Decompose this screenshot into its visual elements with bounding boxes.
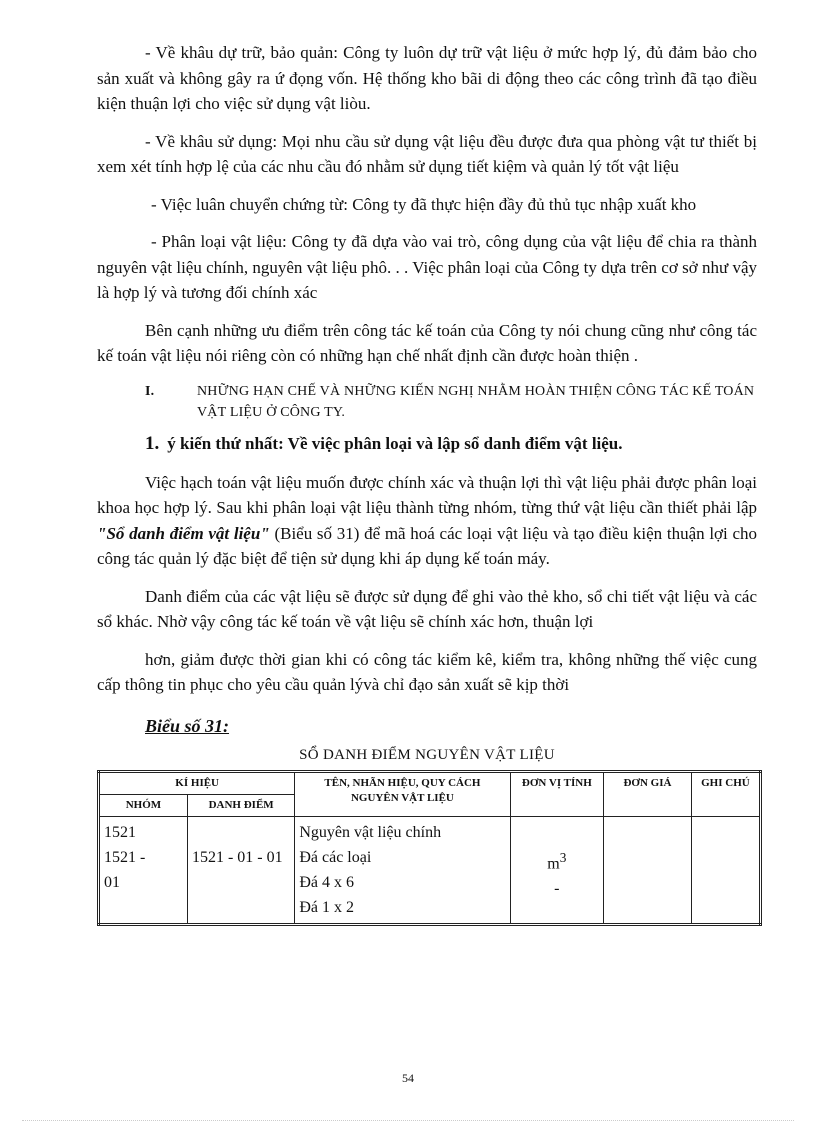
header-ghi-chu: GHI CHÚ	[691, 771, 760, 816]
header-don-vi: ĐƠN VỊ TÍNH	[510, 771, 604, 816]
unit-dash: -	[554, 879, 560, 897]
section-title: NHỮNG HẠN CHẾ VÀ NHỮNG KIẾN NGHỊ NHẰM HOÀN THIỆN CÔNG TÁC KẾ TOÁN VẬT LIỆU Ở CÔNG TY.	[197, 383, 755, 420]
cell-line: Đá các loại	[299, 848, 372, 866]
cell-danh-diem: 1521 - 01 - 01	[187, 816, 294, 924]
bieu-label: Biểu số 31:	[145, 715, 230, 736]
page-bottom-divider	[22, 1120, 794, 1121]
cell-line: Đá 4 x 6	[299, 873, 354, 891]
table-header-row	[99, 771, 761, 794]
section-number: I.	[145, 383, 155, 399]
cell-line: Nguyên vật liệu chính	[299, 823, 442, 841]
header-nhom: NHÓM	[99, 794, 188, 816]
emphasis-so-danh-diem: "Sổ danh điểm vật liệu"	[97, 523, 270, 543]
paragraph-luan-chuyen: - Việc luân chuyển chứng từ: Công ty đã thực hiện đầy đủ thủ tục nhập xuất kho	[151, 194, 697, 214]
header-ten: TÊN, NHÃN HIỆU, QUY CÁCH NGUYÊN VẬT LIỆU	[295, 771, 510, 816]
subsection-title: ý kiến thứ nhất: Về việc phân loại và lập sổ danh điểm vật liệu.	[167, 433, 623, 453]
paragraph-hach-toan	[97, 470, 757, 572]
document-page	[97, 40, 757, 926]
paragraph-giam-thoi-gian: hơn, giảm được thời gian khi có công tác kiểm kê, kiểm tra, không những thế việc cung cấp thông tin phục cho yêu cầu quản lývà chỉ đạo sản xuất sẽ kịp thời	[97, 649, 757, 694]
header-don-gia: ĐƠN GIÁ	[604, 771, 692, 816]
paragraph-ben-canh: Bên cạnh những ưu điểm trên công tác kế toán của Công ty nói chung cũng như công tác kế toán vật liệu nói riêng còn có những hạn chế nhất định cần được hoàn thiện .	[97, 320, 757, 365]
table-title: SỔ DANH ĐIỂM NGUYÊN VẬT LIỆU	[299, 746, 555, 763]
header-ki-hieu: KÍ HIỆU	[99, 771, 295, 794]
page-number: 54	[402, 1071, 414, 1085]
paragraph-du-tru: - Về khâu dự trữ, bảo quản: Công ty luôn dự trữ vật liệu ở mức hợp lý, đủ đảm bảo cho sản xuất và không gây ra ứ đọng vốn. Hệ thống kho bãi di động theo các công trình đã tạo điều kiện thuận lợi cho việc sử dụng vật liòu.	[97, 43, 757, 113]
subsection-heading-1	[97, 431, 757, 456]
subsection-number: 1.	[145, 432, 160, 454]
paragraph-text: Việc hạch toán vật liệu muốn được chính xác và thuận lợi thì vật liệu phải được phân loại khoa học hợp lý. Sau khi phân loại vật liệu thành từng nhóm, từng thứ vật liệu cần thiết phải lập	[97, 472, 757, 517]
paragraph-su-dung: - Về khâu sử dụng: Mọi nhu cầu sử dụng vật liệu đều được đưa qua phòng vật tư thiết bị xem xét tính hợp lệ của các nhu cầu đó nhằm sử dụng tiết kiệm và quản lý tốt vật liệu	[97, 131, 757, 176]
cell-don-gia	[604, 816, 692, 924]
cell-don-vi	[510, 816, 604, 924]
unit-value	[515, 845, 600, 876]
materials-table	[97, 770, 762, 926]
paragraph-phan-loai: - Phân loại vật liệu: Công ty đã dựa vào vai trò, công dụng của vật liệu để chia ra thành nguyên vật liệu chính, nguyên vật liệu phô. . . Việc phân loại của Công ty dựa trên cơ sở như vậy là hợp lý và tương đối chính xác	[97, 232, 757, 302]
cell-ten	[295, 816, 510, 924]
section-heading-i	[97, 381, 757, 423]
cell-line: 1521 -	[104, 848, 146, 866]
paragraph-text: (Biểu số 31) để mã hoá các loại vật liệu và tạo điều kiện thuận lợi cho công tác quản lý đặc biệt để tiện sử dụng khi áp dụng kế toán máy.	[97, 523, 757, 568]
cell-line: 01	[104, 873, 120, 891]
paragraph-danh-diem: Danh điểm của các vật liệu sẽ được sử dụng để ghi vào thẻ kho, sổ chi tiết vật liệu và các sổ khác. Nhờ vậy công tác kế toán về vật liệu sẽ chính xác hơn, thuận lợi	[97, 586, 757, 631]
cell-nhom	[99, 816, 188, 924]
unit-base: m	[547, 854, 560, 872]
unit-exponent: 3	[559, 849, 567, 865]
cell-line: 1521	[104, 823, 136, 841]
header-danh-diem: DANH ĐIỂM	[187, 794, 294, 816]
cell-line: Đá 1 x 2	[299, 898, 354, 916]
cell-ghi-chu	[691, 816, 760, 924]
table-row	[99, 816, 761, 924]
